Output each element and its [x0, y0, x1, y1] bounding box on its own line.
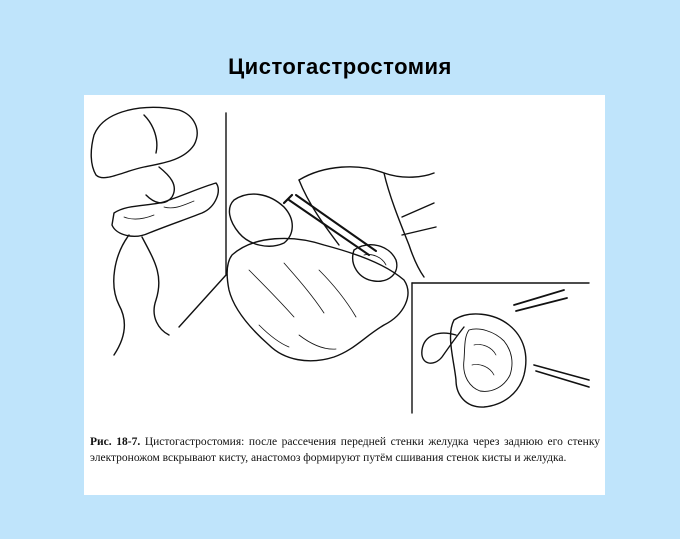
needle-holder	[514, 290, 567, 311]
retractor-hook	[402, 203, 436, 235]
caption-label: Рис. 18-7.	[90, 436, 141, 448]
divider-left	[179, 113, 226, 327]
inset-anastomosis-outline	[451, 314, 526, 407]
liver-outline	[91, 107, 197, 177]
stomach-small-outline	[146, 167, 174, 203]
intestine-curve	[114, 235, 129, 355]
figure-panel	[84, 95, 605, 495]
caption-text: Цистогастростомия: после рассечения передней стенки желудка через заднюю его стенку электроножом вскрывают кисту, анастомоз формируют путём сшивания стенок кисты и желудка.	[90, 436, 600, 464]
figure-caption	[90, 434, 600, 466]
surgical-illustration	[84, 95, 605, 430]
stomach-large-outline	[227, 238, 408, 360]
slide-title: Цистогастростомия	[228, 54, 452, 79]
pancreas-outline	[112, 183, 218, 236]
suture-thread	[422, 327, 464, 363]
